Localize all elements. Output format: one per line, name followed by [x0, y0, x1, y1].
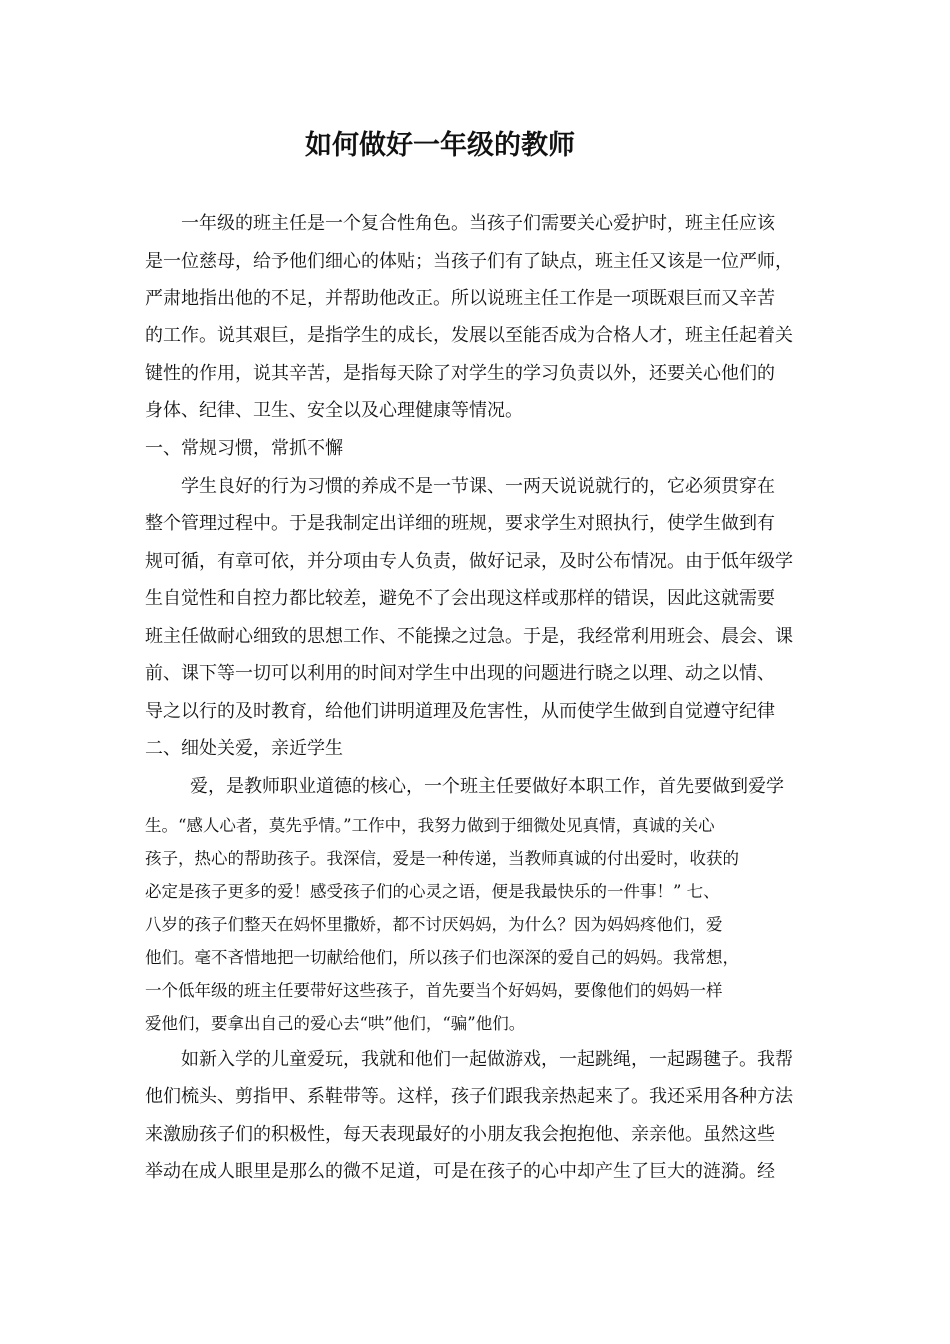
section-heading: 一、常规习惯，常抓不懈 [145, 438, 343, 459]
body-line: 规可循，有章可依，并分项由专人负责，做好记录，及时公布情况。由于低年级学 [145, 551, 793, 572]
body-line: 身体、纪律、卫生、安全以及心理健康等情况。 [145, 400, 523, 421]
body-line: 来激励孩子们的积极性，每天表现最好的小朋友我会抱抱他、亲亲他。虽然这些 [145, 1124, 775, 1145]
body-line: 孩子，热心的帮助孩子。我深信，爱是一种传递，当教师真诚的付出爱时，收获的 [145, 849, 739, 868]
body-line: 必定是孩子更多的爱！感受孩子们的心灵之语，便是我最快乐的一件事！” 七、 [145, 882, 720, 901]
body-line: 一年级的班主任是一个复合性角色。当孩子们需要关心爱护时，班主任应该 [181, 213, 775, 234]
body-line: 导之以行的及时教育，给他们讲明道理及危害性，从而使学生做到自觉遵守纪律 [145, 701, 775, 722]
body-line: 爱，是教师职业道德的核心，一个班主任要做好本职工作，首先要做到爱学 [190, 776, 784, 797]
body-line: 举动在成人眼里是那么的微不足道，可是在孩子的心中却产生了巨大的涟漪。经 [145, 1161, 775, 1182]
body-line: 他们。毫不吝惜地把一切献给他们，所以孩子们也深深的爱自己的妈妈。我常想， [145, 948, 739, 967]
body-line: 班主任做耐心细致的思想工作、不能操之过急。于是，我经常利用班会、晨会、课 [145, 626, 793, 647]
body-line: 键性的作用，说其辛苦，是指每天除了对学生的学习负责以外，还要关心他们的 [145, 363, 775, 384]
body-line: 整个管理过程中。于是我制定出详细的班规，要求学生对照执行，使学生做到有 [145, 513, 775, 534]
document-title: 如何做好一年级的教师 [305, 130, 575, 161]
body-line: 八岁的孩子们整天在妈怀里撒娇，都不讨厌妈妈，为什么？因为妈妈疼他们，爱 [145, 915, 723, 934]
body-line: 是一位慈母，给予他们细心的体贴；当孩子们有了缺点，班主任又该是一位严师， [145, 251, 793, 272]
body-line: 生。“感人心者，莫先乎情。”工作中，我努力做到于细微处见真情，真诚的关心 [145, 816, 715, 835]
body-line: 爱他们，要拿出自己的爱心去“哄”他们，“骗”他们。 [145, 1014, 526, 1033]
body-line: 一个低年级的班主任要带好这些孩子，首先要当个好妈妈，要像他们的妈妈一样 [145, 981, 723, 1000]
body-line: 生自觉性和自控力都比较差，避免不了会出现这样或那样的错误，因此这就需要 [145, 588, 775, 609]
section-heading: 二、细处关爱，亲近学生 [145, 738, 343, 759]
body-line: 如新入学的儿童爱玩，我就和他们一起做游戏，一起跳绳，一起踢毽子。我帮 [181, 1049, 793, 1070]
body-line: 严肃地指出他的不足，并帮助他改正。所以说班主任工作是一项既艰巨而又辛苦 [145, 288, 775, 309]
body-line: 前、课下等一切可以利用的时间对学生中出现的问题进行晓之以理、动之以情、 [145, 663, 775, 684]
body-line: 的工作。说其艰巨，是指学生的成长，发展以至能否成为合格人才，班主任起着关 [145, 325, 793, 346]
body-line: 他们梳头、剪指甲、系鞋带等。这样，孩子们跟我亲热起来了。我还采用各种方法 [145, 1086, 793, 1107]
body-line: 学生良好的行为习惯的养成不是一节课、一两天说说就行的，它必须贯穿在 [181, 476, 775, 497]
